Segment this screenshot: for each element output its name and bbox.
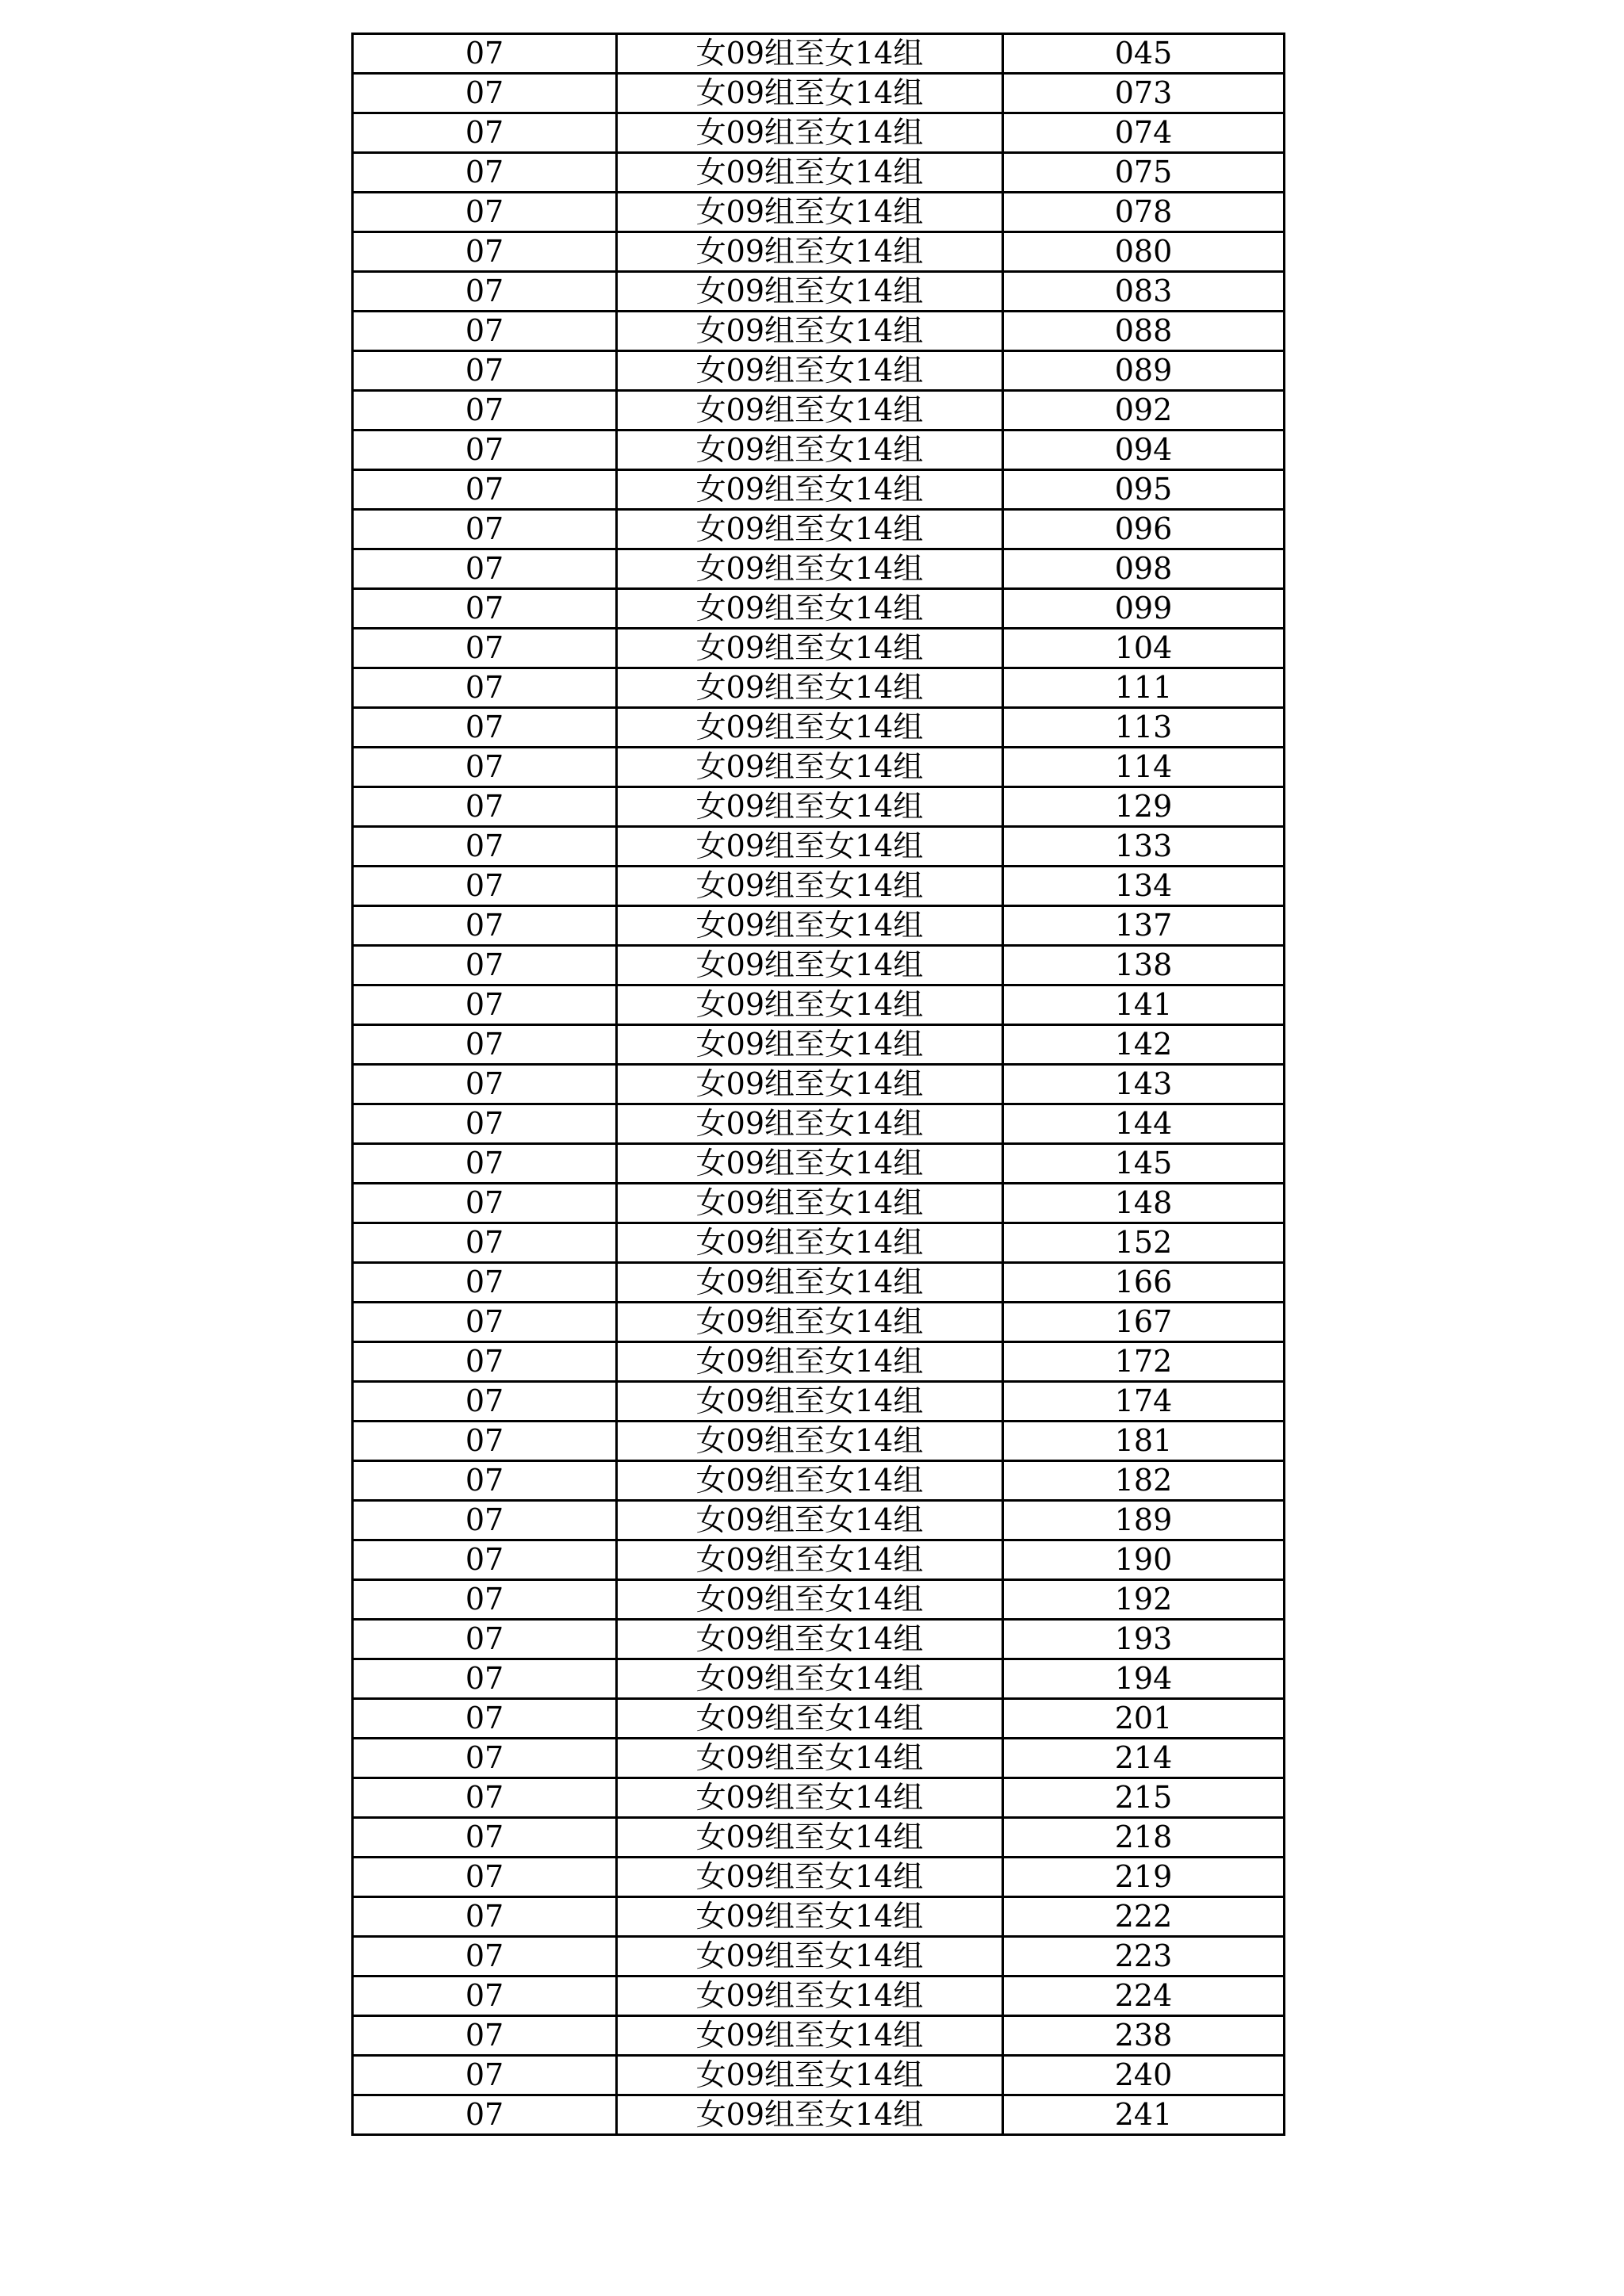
table-row — [353, 1937, 1285, 1976]
table-row — [353, 470, 1285, 510]
table-row — [353, 1580, 1285, 1620]
table-cell-code: 07 — [353, 193, 617, 232]
table-cell-code: 07 — [353, 351, 617, 391]
table-cell-code: 07 — [353, 1620, 617, 1659]
table-cell-group: 女09组至女14组 — [617, 74, 1003, 113]
table-cell-group: 女09组至女14组 — [617, 2016, 1003, 2056]
table-row — [353, 430, 1285, 470]
table-cell-number: 138 — [1003, 946, 1285, 985]
table-cell-group: 女09组至女14组 — [617, 1223, 1003, 1263]
table-cell-group: 女09组至女14组 — [617, 867, 1003, 906]
table-cell-code: 07 — [353, 549, 617, 589]
table-row — [353, 1976, 1285, 2016]
table-row — [353, 708, 1285, 748]
table-cell-number: 167 — [1003, 1303, 1285, 1342]
table-cell-code: 07 — [353, 629, 617, 668]
table-cell-code: 07 — [353, 1659, 617, 1699]
table-row — [353, 985, 1285, 1025]
table-row — [353, 2056, 1285, 2095]
table-cell-group: 女09组至女14组 — [617, 1937, 1003, 1976]
table-cell-number: 074 — [1003, 113, 1285, 153]
table-row — [353, 193, 1285, 232]
table-cell-code: 07 — [353, 272, 617, 312]
table-row — [353, 1501, 1285, 1540]
table-cell-number: 148 — [1003, 1184, 1285, 1223]
table-cell-number: 114 — [1003, 748, 1285, 787]
table-cell-group: 女09组至女14组 — [617, 629, 1003, 668]
table-cell-code: 07 — [353, 2016, 617, 2056]
table-row — [353, 827, 1285, 867]
table-row — [353, 1303, 1285, 1342]
table-cell-group: 女09组至女14组 — [617, 1065, 1003, 1104]
table-row — [353, 1897, 1285, 1937]
table-cell-number: 193 — [1003, 1620, 1285, 1659]
table-cell-code: 07 — [353, 391, 617, 430]
table-row — [353, 391, 1285, 430]
table-cell-group: 女09组至女14组 — [617, 946, 1003, 985]
table-cell-code: 07 — [353, 1818, 617, 1858]
table-row — [353, 1104, 1285, 1144]
table-cell-code: 07 — [353, 946, 617, 985]
table-cell-number: 078 — [1003, 193, 1285, 232]
table-cell-number: 223 — [1003, 1937, 1285, 1976]
table-row — [353, 2016, 1285, 2056]
table-cell-number: 219 — [1003, 1858, 1285, 1897]
table-cell-number: 075 — [1003, 153, 1285, 193]
table-cell-code: 07 — [353, 2056, 617, 2095]
table-cell-group: 女09组至女14组 — [617, 549, 1003, 589]
table-row — [353, 1422, 1285, 1461]
table-cell-code: 07 — [353, 1422, 617, 1461]
table-cell-group: 女09组至女14组 — [617, 1342, 1003, 1382]
table-cell-group: 女09组至女14组 — [617, 1540, 1003, 1580]
data-table — [351, 33, 1285, 2136]
table-row — [353, 34, 1285, 74]
table-cell-group: 女09组至女14组 — [617, 1620, 1003, 1659]
table-cell-group: 女09组至女14组 — [617, 787, 1003, 827]
table-cell-group: 女09组至女14组 — [617, 1263, 1003, 1303]
table-row — [353, 1184, 1285, 1223]
table-row — [353, 1342, 1285, 1382]
table-cell-code: 07 — [353, 510, 617, 549]
table-row — [353, 1699, 1285, 1739]
table-row — [353, 1144, 1285, 1184]
table-cell-number: 192 — [1003, 1580, 1285, 1620]
table-cell-number: 215 — [1003, 1778, 1285, 1818]
table-cell-code: 07 — [353, 1104, 617, 1144]
table-cell-number: 238 — [1003, 2016, 1285, 2056]
table-cell-code: 07 — [353, 867, 617, 906]
table-cell-code: 07 — [353, 1144, 617, 1184]
table-cell-number: 166 — [1003, 1263, 1285, 1303]
table-cell-code: 07 — [353, 1501, 617, 1540]
table-cell-number: 218 — [1003, 1818, 1285, 1858]
table-cell-group: 女09组至女14组 — [617, 430, 1003, 470]
table-cell-group: 女09组至女14组 — [617, 113, 1003, 153]
table-row — [353, 1025, 1285, 1065]
table-cell-code: 07 — [353, 708, 617, 748]
table-cell-number: 201 — [1003, 1699, 1285, 1739]
table-row — [353, 153, 1285, 193]
table-cell-group: 女09组至女14组 — [617, 1580, 1003, 1620]
table-cell-number: 145 — [1003, 1144, 1285, 1184]
table-cell-code: 07 — [353, 1778, 617, 1818]
table-row — [353, 1818, 1285, 1858]
table-cell-number: 174 — [1003, 1382, 1285, 1422]
table-cell-number: 099 — [1003, 589, 1285, 629]
table-cell-number: 240 — [1003, 2056, 1285, 2095]
table-cell-number: 224 — [1003, 1976, 1285, 2016]
table-cell-group: 女09组至女14组 — [617, 1818, 1003, 1858]
table-cell-number: 194 — [1003, 1659, 1285, 1699]
table-cell-group: 女09组至女14组 — [617, 1976, 1003, 2016]
table-row — [353, 1223, 1285, 1263]
table-cell-group: 女09组至女14组 — [617, 906, 1003, 946]
table-cell-group: 女09组至女14组 — [617, 510, 1003, 549]
table-cell-code: 07 — [353, 1976, 617, 2016]
table-cell-code: 07 — [353, 153, 617, 193]
table-cell-number: 080 — [1003, 232, 1285, 272]
table-cell-number: 142 — [1003, 1025, 1285, 1065]
table-cell-number: 089 — [1003, 351, 1285, 391]
table-cell-code: 07 — [353, 1858, 617, 1897]
table-cell-number: 129 — [1003, 787, 1285, 827]
table-row — [353, 1382, 1285, 1422]
table-cell-number: 111 — [1003, 668, 1285, 708]
table-cell-group: 女09组至女14组 — [617, 708, 1003, 748]
table-row — [353, 74, 1285, 113]
table-cell-number: 088 — [1003, 312, 1285, 351]
table-cell-group: 女09组至女14组 — [617, 985, 1003, 1025]
table-cell-number: 092 — [1003, 391, 1285, 430]
table-cell-number: 190 — [1003, 1540, 1285, 1580]
table-cell-group: 女09组至女14组 — [617, 232, 1003, 272]
table-cell-code: 07 — [353, 1540, 617, 1580]
table-cell-number: 134 — [1003, 867, 1285, 906]
table-cell-number: 083 — [1003, 272, 1285, 312]
table-row — [353, 748, 1285, 787]
table-cell-number: 045 — [1003, 34, 1285, 74]
table-cell-code: 07 — [353, 1739, 617, 1778]
table-row — [353, 1858, 1285, 1897]
table-cell-group: 女09组至女14组 — [617, 827, 1003, 867]
table-cell-number: 241 — [1003, 2095, 1285, 2135]
table-cell-number: 214 — [1003, 1739, 1285, 1778]
table-row — [353, 232, 1285, 272]
table-cell-group: 女09组至女14组 — [617, 1461, 1003, 1501]
table-cell-group: 女09组至女14组 — [617, 589, 1003, 629]
table-cell-code: 07 — [353, 470, 617, 510]
table-cell-number: 152 — [1003, 1223, 1285, 1263]
table-row — [353, 668, 1285, 708]
table-row — [353, 351, 1285, 391]
table-row — [353, 1065, 1285, 1104]
table-row — [353, 549, 1285, 589]
table-cell-group: 女09组至女14组 — [617, 470, 1003, 510]
table-cell-group: 女09组至女14组 — [617, 312, 1003, 351]
table-cell-code: 07 — [353, 668, 617, 708]
table-cell-code: 07 — [353, 1223, 617, 1263]
table-cell-group: 女09组至女14组 — [617, 351, 1003, 391]
table-row — [353, 113, 1285, 153]
table-cell-group: 女09组至女14组 — [617, 34, 1003, 74]
table-cell-group: 女09组至女14组 — [617, 193, 1003, 232]
table-cell-number: 113 — [1003, 708, 1285, 748]
table-row — [353, 629, 1285, 668]
table-cell-code: 07 — [353, 1897, 617, 1937]
table-cell-group: 女09组至女14组 — [617, 1144, 1003, 1184]
table-cell-code: 07 — [353, 906, 617, 946]
table-cell-group: 女09组至女14组 — [617, 1184, 1003, 1223]
table-cell-number: 137 — [1003, 906, 1285, 946]
table-cell-group: 女09组至女14组 — [617, 1025, 1003, 1065]
table-cell-code: 07 — [353, 113, 617, 153]
table-row — [353, 1778, 1285, 1818]
table-cell-number: 094 — [1003, 430, 1285, 470]
table-cell-code: 07 — [353, 589, 617, 629]
table-cell-code: 07 — [353, 985, 617, 1025]
table-cell-code: 07 — [353, 1342, 617, 1382]
table-cell-group: 女09组至女14组 — [617, 748, 1003, 787]
table-row — [353, 510, 1285, 549]
table-cell-number: 143 — [1003, 1065, 1285, 1104]
table-cell-code: 07 — [353, 1184, 617, 1223]
table-cell-code: 07 — [353, 1382, 617, 1422]
table-row — [353, 1540, 1285, 1580]
table-cell-number: 073 — [1003, 74, 1285, 113]
table-cell-code: 07 — [353, 1580, 617, 1620]
table-row — [353, 312, 1285, 351]
table-cell-number: 222 — [1003, 1897, 1285, 1937]
table-cell-number: 189 — [1003, 1501, 1285, 1540]
table-row — [353, 906, 1285, 946]
table-cell-code: 07 — [353, 827, 617, 867]
table-cell-group: 女09组至女14组 — [617, 2056, 1003, 2095]
table-cell-group: 女09组至女14组 — [617, 1422, 1003, 1461]
table-cell-group: 女09组至女14组 — [617, 1382, 1003, 1422]
table-cell-code: 07 — [353, 1461, 617, 1501]
table-cell-code: 07 — [353, 1025, 617, 1065]
table-body — [353, 34, 1285, 2135]
table-cell-code: 07 — [353, 1303, 617, 1342]
table-cell-number: 096 — [1003, 510, 1285, 549]
table-cell-group: 女09组至女14组 — [617, 668, 1003, 708]
table-cell-code: 07 — [353, 1263, 617, 1303]
table-cell-code: 07 — [353, 430, 617, 470]
table-cell-code: 07 — [353, 1937, 617, 1976]
table-row — [353, 1659, 1285, 1699]
table-row — [353, 867, 1285, 906]
table-row — [353, 1263, 1285, 1303]
table-cell-number: 133 — [1003, 827, 1285, 867]
table-row — [353, 589, 1285, 629]
table-cell-group: 女09组至女14组 — [617, 1858, 1003, 1897]
table-cell-code: 07 — [353, 74, 617, 113]
table-cell-group: 女09组至女14组 — [617, 1699, 1003, 1739]
table-cell-group: 女09组至女14组 — [617, 1739, 1003, 1778]
table-cell-group: 女09组至女14组 — [617, 272, 1003, 312]
table-cell-number: 181 — [1003, 1422, 1285, 1461]
table-cell-group: 女09组至女14组 — [617, 1659, 1003, 1699]
table-cell-group: 女09组至女14组 — [617, 1104, 1003, 1144]
table-cell-code: 07 — [353, 1065, 617, 1104]
table-cell-number: 095 — [1003, 470, 1285, 510]
table-row — [353, 1620, 1285, 1659]
table-cell-group: 女09组至女14组 — [617, 153, 1003, 193]
table-row — [353, 272, 1285, 312]
table-cell-code: 07 — [353, 312, 617, 351]
table-cell-code: 07 — [353, 748, 617, 787]
table-row — [353, 1461, 1285, 1501]
table-row — [353, 946, 1285, 985]
table-cell-number: 182 — [1003, 1461, 1285, 1501]
table-cell-group: 女09组至女14组 — [617, 391, 1003, 430]
table-cell-number: 172 — [1003, 1342, 1285, 1382]
table-cell-group: 女09组至女14组 — [617, 1501, 1003, 1540]
table-row — [353, 2095, 1285, 2135]
table-cell-number: 104 — [1003, 629, 1285, 668]
table-row — [353, 787, 1285, 827]
table-cell-number: 144 — [1003, 1104, 1285, 1144]
table-row — [353, 1739, 1285, 1778]
table-cell-code: 07 — [353, 1699, 617, 1739]
table-cell-group: 女09组至女14组 — [617, 1303, 1003, 1342]
table-cell-number: 141 — [1003, 985, 1285, 1025]
table-cell-number: 098 — [1003, 549, 1285, 589]
table-cell-code: 07 — [353, 34, 617, 74]
table-cell-code: 07 — [353, 232, 617, 272]
table-cell-code: 07 — [353, 787, 617, 827]
table-cell-group: 女09组至女14组 — [617, 2095, 1003, 2135]
table-cell-code: 07 — [353, 2095, 617, 2135]
table-cell-group: 女09组至女14组 — [617, 1778, 1003, 1818]
table-cell-group: 女09组至女14组 — [617, 1897, 1003, 1937]
